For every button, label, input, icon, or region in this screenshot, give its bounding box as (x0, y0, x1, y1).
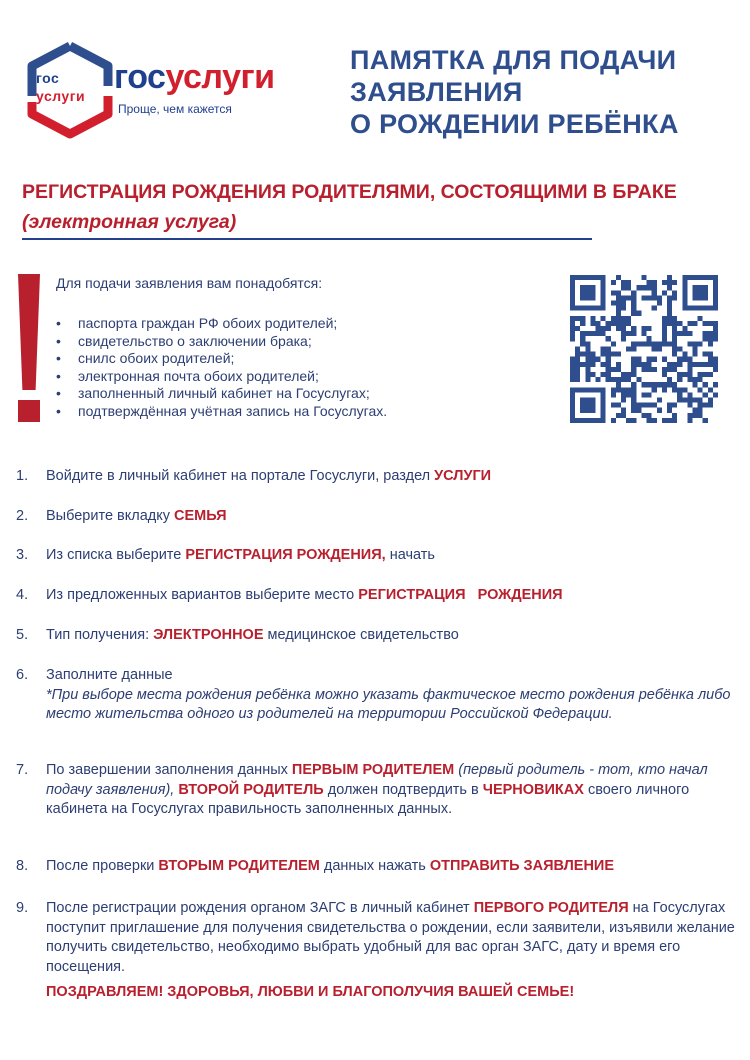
congratulation-text: ПОЗДРАВЛЯЕМ! ЗДОРОВЬЯ, ЛЮБВИ И БЛАГОПОЛУЧИЯ ВАШЕЙ СЕМЬЕ! (46, 984, 575, 1000)
subtitle-main: РЕГИСТРАЦИЯ РОЖДЕНИЯ РОДИТЕЛЯМИ, СОСТОЯЩИМИ В БРАКЕ (22, 181, 677, 203)
step-number: 1. (16, 468, 29, 484)
step-text: После регистрации рождения органом ЗАГС в личный кабинет (46, 900, 474, 916)
step-highlight: ОТПРАВИТЬ ЗАЯВЛЕНИЕ (429, 858, 615, 874)
step-highlight: ЭЛЕКТРОННОЕ (153, 627, 264, 643)
logo-word-gos: гос (114, 58, 166, 96)
list-item: • заполненный личный кабинет на Госуслугах; (56, 385, 387, 403)
exclamation-dot-icon (18, 400, 40, 422)
title-line-1: ПАМЯТКА ДЛЯ ПОДАЧИ (350, 45, 677, 75)
list-item: • электронная почта обоих родителей; (56, 368, 387, 386)
title-line-2: ЗАЯВЛЕНИЯ (350, 77, 523, 107)
step-text: Войдите в личный кабинет на портале Госуслуги, раздел (46, 468, 435, 484)
exclamation-icon (18, 274, 40, 390)
logo-wordmark (114, 58, 275, 97)
list-item: • свидетельство о заключении брака; (56, 333, 387, 351)
step-number: 9. (16, 900, 29, 916)
step-number: 7. (16, 762, 29, 778)
step-highlight: ПЕРВОГО РОДИТЕЛЯ (473, 900, 629, 916)
logo-word-uslugi: услуги (165, 58, 275, 96)
step-text: на Госуслугах поступит приглашение для получения свидетельства о рождении, если заявители, изъявили желание получить свидетельство, необходимо выбрать удобный для вас орган ЗАГС, дату и время его посещения. (46, 900, 735, 975)
step-text: Заполните данные (46, 667, 173, 683)
step-highlight: ЧЕРНОВИКАХ (482, 781, 584, 798)
step-note: (первый родитель - тот, кто начал подачу заявления), (46, 762, 708, 798)
step-number: 2. (16, 508, 29, 524)
step-highlight: УСЛУГИ (434, 468, 492, 484)
page-title (350, 44, 740, 140)
step-text: должен подтвердить в (323, 781, 483, 798)
step-note: *При выборе места рождения ребёнка можно указать фактическое место рождения ребёнка либо место жительства одного из родителей на территории Российской Федерации. (46, 686, 731, 722)
step-text: Из предложенных вариантов выберите место (46, 587, 359, 603)
step-highlight: РЕГИСТРАЦИЯ РОЖДЕНИЯ (358, 587, 563, 603)
list-item: • паспорта граждан РФ обоих родителей; (56, 315, 387, 333)
logo-tagline: Проще, чем кажется (118, 102, 232, 116)
step-highlight: ПЕРВЫМ РОДИТЕЛЕМ (291, 762, 455, 778)
list-item: • снилс обоих родителей; (56, 350, 387, 368)
step-text-end: начать (385, 547, 435, 563)
gosuslugi-logo (22, 40, 292, 140)
subtitle-italic: (электронная услуга) (22, 211, 237, 233)
logo-small-uslugi: услуги (36, 88, 86, 104)
step-highlight: РЕГИСТРАЦИЯ РОЖДЕНИЯ, (185, 547, 386, 563)
step-text-end: медицинское свидетельство (263, 627, 459, 643)
subtitle-underline (22, 238, 592, 240)
step-number: 3. (16, 547, 29, 563)
step-text: своего личного кабинета на Госуслугах правильность заполненных данных. (46, 781, 690, 817)
step-highlight: СЕМЬЯ (174, 508, 227, 524)
list-item: • подтверждённая учётная запись на Госуслугах. (56, 403, 387, 421)
step-number: 6. (16, 667, 29, 683)
step-text: данных нажать (319, 858, 430, 874)
step-number: 4. (16, 587, 29, 603)
step-text: Из списка выберите (46, 547, 186, 563)
step-highlight: ВТОРЫМ РОДИТЕЛЕМ (158, 858, 320, 874)
step-text: По завершении заполнения данных (46, 762, 292, 778)
logo-small-gos: гос (36, 70, 60, 86)
title-line-3: О РОЖДЕНИИ РЕБЁНКА (350, 109, 679, 139)
step-number: 5. (16, 627, 29, 643)
step-number: 8. (16, 858, 29, 874)
step-text: Тип получения: (46, 627, 154, 643)
requirements-title: Для подачи заявления вам понадобятся: (56, 275, 323, 291)
qr-code[interactable] (570, 275, 718, 423)
requirements-list (56, 315, 387, 421)
step-highlight: ВТОРОЙ РОДИТЕЛЬ (174, 781, 324, 798)
section-subtitle (22, 177, 722, 237)
step-text: Выберите вкладку (46, 508, 175, 524)
step-text: После проверки (46, 858, 159, 874)
